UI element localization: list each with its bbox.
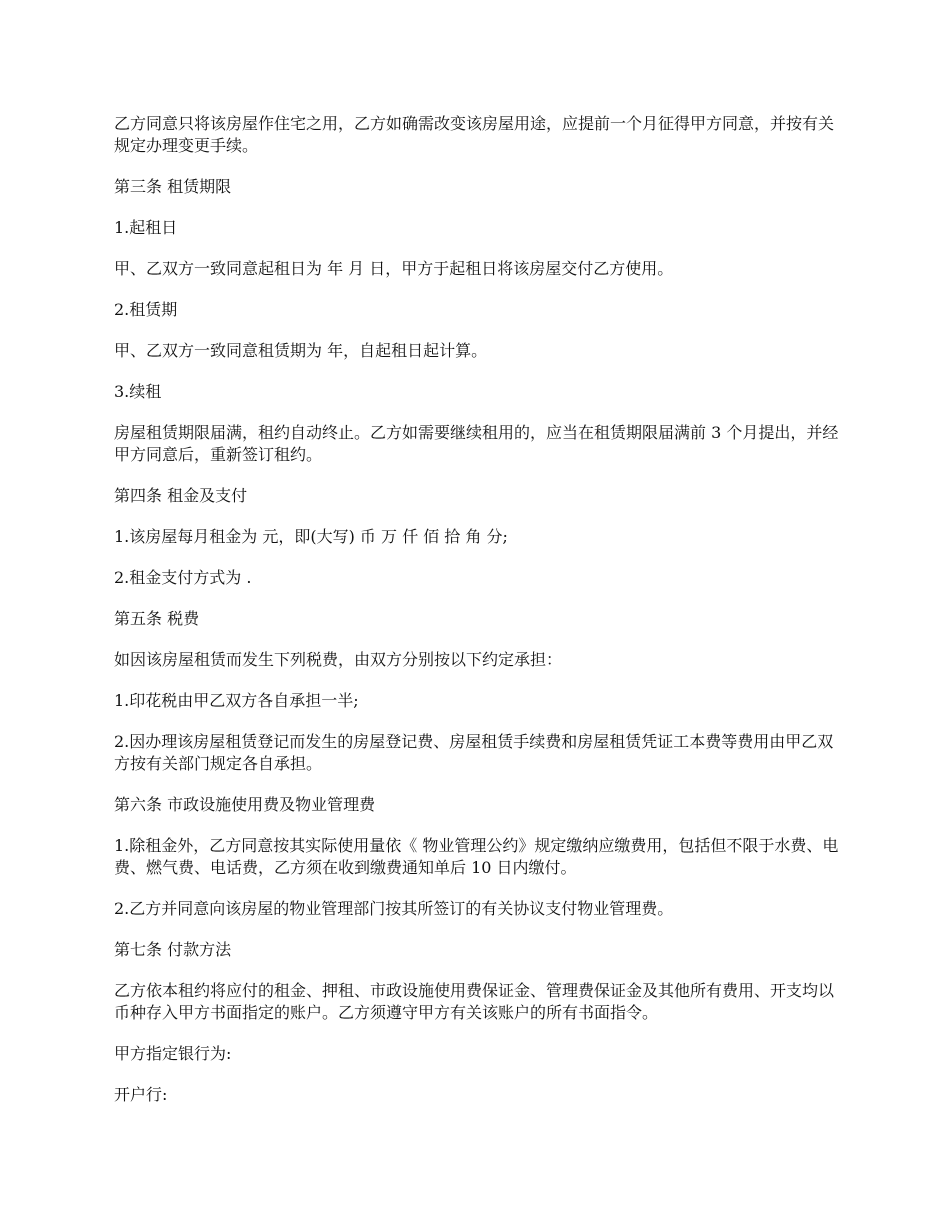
paragraph-renewal: 房屋租赁期限届满，租约自动终止。乙方如需要继续租用的，应当在租赁期限届满前 3 个月提出，并经甲方同意后，重新签订租约。 <box>114 423 839 464</box>
subheading-start-date: 1.起租日 <box>114 218 178 237</box>
paragraph-registration-fees: 2.因办理该房屋租赁登记而发生的房屋登记费、房屋租赁手续费和房屋租赁凭证工本费等费用由甲乙双方按有关部门规定各自承担。 <box>114 732 834 773</box>
paragraph-lease-term: 甲、乙双方一致同意租赁期为 年，自起租日起计算。 <box>114 341 488 360</box>
paragraph-start-date: 甲、乙双方一致同意起租日为 年 月 日，甲方于起租日将该房屋交付乙方使用。 <box>114 259 674 278</box>
document-body <box>114 113 840 1125</box>
paragraph-usage-clause: 乙方同意只将该房屋作住宅之用，乙方如确需改变该房屋用途，应提前一个月征得甲方同意，并按有关规定办理变更手续。 <box>114 114 835 155</box>
subheading-renewal: 3.续租 <box>114 382 162 401</box>
paragraph-utility-fees: 1.除租金外，乙方同意按其实际使用量依《 物业管理公约》规定缴纳应缴费用，包括但不限于水费、电费、燃气费、电话费，乙方须在收到缴费通知单后 10 日内缴付。 <box>114 836 839 877</box>
paragraph-opening-bank: 开户行: <box>114 1085 168 1104</box>
heading-article-5: 第五条 税费 <box>114 609 200 628</box>
paragraph-payment-method: 2.租金支付方式为 . <box>114 568 252 587</box>
paragraph-tax-intro: 如因该房屋租赁而发生下列税费，由双方分别按以下约定承担： <box>114 650 563 669</box>
paragraph-monthly-rent: 1.该房屋每月租金为 元，即(大写) 币 万 仟 佰 拾 角 分; <box>114 527 508 546</box>
paragraph-payment-account: 乙方依本租约将应付的租金、押租、市政设施使用费保证金、管理费保证金及其他所有费用、开支均以 币种存入甲方书面指定的账户。乙方须遵守甲方有关该账户的所有书面指令。 <box>114 981 840 1022</box>
subheading-lease-term: 2.租赁期 <box>114 300 178 319</box>
paragraph-designated-bank: 甲方指定银行为: <box>114 1044 232 1063</box>
heading-article-3: 第三条 租赁期限 <box>114 177 232 196</box>
heading-article-4: 第四条 租金及支付 <box>114 486 248 505</box>
heading-article-7: 第七条 付款方法 <box>114 940 232 959</box>
heading-article-6: 第六条 市政设施使用费及物业管理费 <box>114 795 376 814</box>
paragraph-stamp-tax: 1.印花税由甲乙双方各自承担一半; <box>114 691 359 710</box>
paragraph-management-fees: 2.乙方并同意向该房屋的物业管理部门按其所签订的有关协议支付物业管理费。 <box>114 899 674 918</box>
